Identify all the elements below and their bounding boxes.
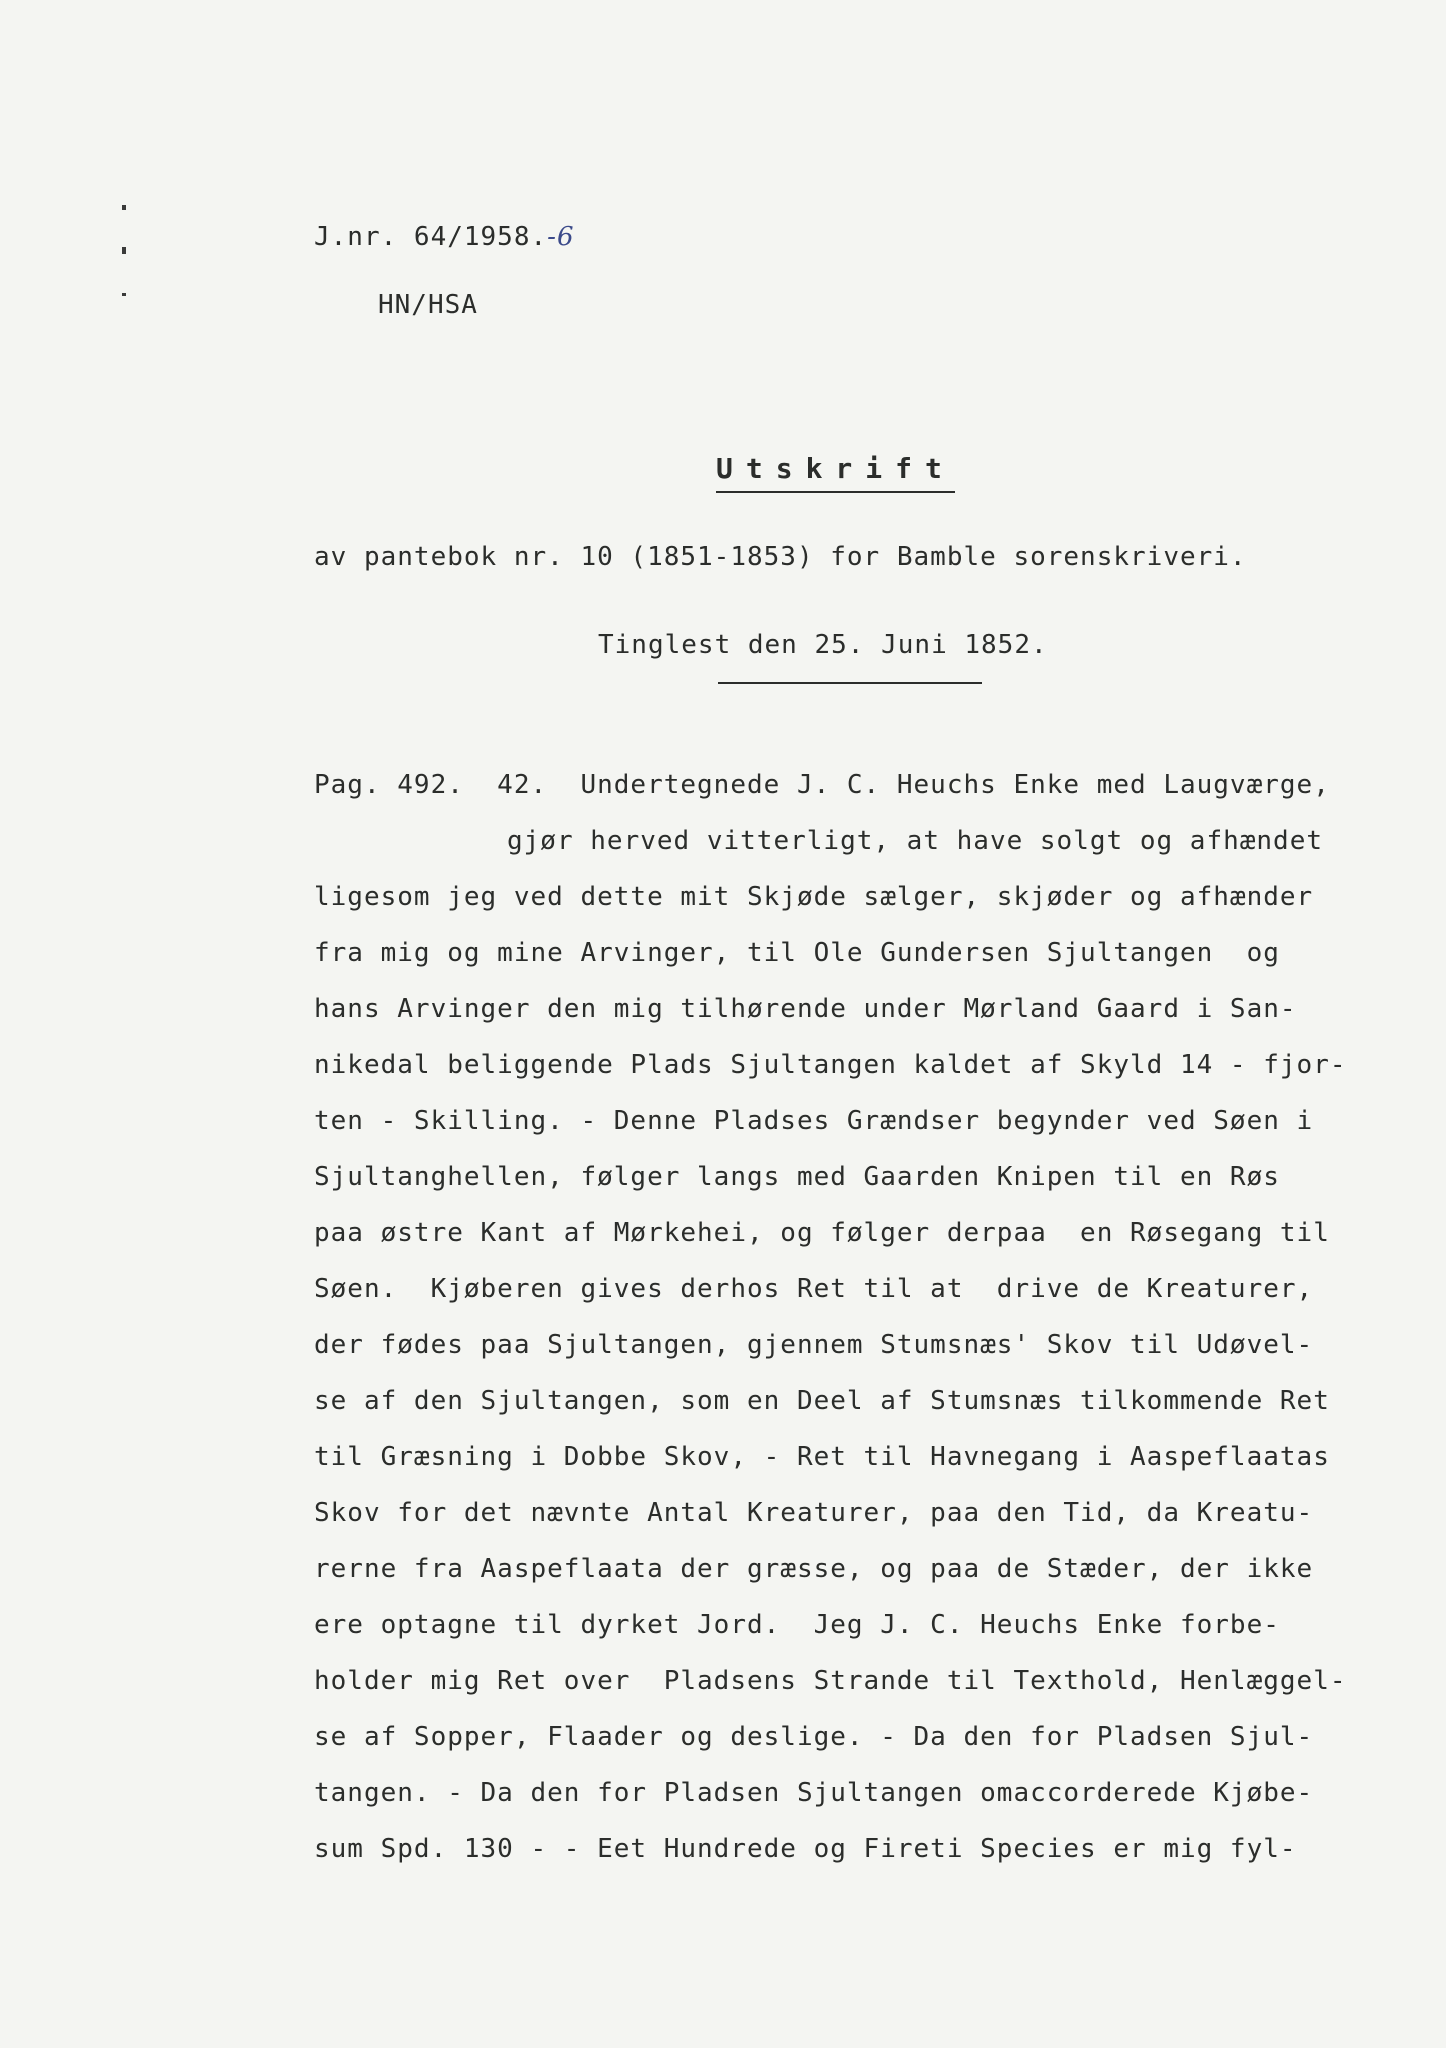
body-line: ere optagne til dyrket Jord. Jeg J. C. Heuchs Enke forbe-: [314, 1610, 1280, 1640]
margin-mark: [122, 205, 126, 210]
body-line: fra mig og mine Arvinger, til Ole Gundersen Sjultangen og: [314, 938, 1280, 968]
body-line: gjør herved vitterligt, at have solgt og afhændet: [507, 826, 1324, 856]
body-line: Søen. Kjøberen gives derhos Ret til at drive de Kreaturer,: [314, 1274, 1314, 1304]
body-line: tangen. - Da den for Pladsen Sjultangen omaccorderede Kjøbe-: [314, 1778, 1314, 1808]
journal-reference: [314, 222, 574, 252]
journal-reference-handwritten: -6: [547, 222, 575, 252]
body-line: Skov for det nævnte Antal Kreaturer, paa den Tid, da Kreatu-: [314, 1498, 1314, 1528]
margin-mark: [122, 247, 126, 254]
subtitle-line-2: Tinglest den 25. Juni 1852.: [598, 630, 1048, 660]
body-line: hans Arvinger den mig tilhørende under Mørland Gaard i San-: [314, 994, 1297, 1024]
body-line: til Græsning i Dobbe Skov, - Ret til Havnegang i Aaspeflaatas: [314, 1442, 1330, 1472]
journal-reference-typed: J.nr. 64/1958.: [314, 222, 548, 252]
document-title: Utskrift: [716, 452, 955, 493]
body-line: ten - Skilling. - Denne Pladses Grændser begynder ved Søen i: [314, 1106, 1314, 1136]
body-line: Sjultanghellen, følger langs med Gaarden Knipen til en Røs: [314, 1162, 1280, 1192]
margin-mark: [122, 293, 126, 296]
body-line: Pag. 492. 42. Undertegnede J. C. Heuchs Enke med Laugværge,: [314, 770, 1330, 800]
body-line: paa østre Kant af Mørkehei, og følger derpaa en Røsegang til: [314, 1218, 1330, 1248]
body-line: nikedal beliggende Plads Sjultangen kaldet af Skyld 14 - fjor-: [314, 1050, 1347, 1080]
body-line: se af den Sjultangen, som en Deel af Stumsnæs tilkommende Ret: [314, 1386, 1330, 1416]
divider-line: [718, 682, 982, 684]
body-line: rerne fra Aaspeflaata der græsse, og paa de Stæder, der ikke: [314, 1554, 1314, 1584]
body-line: se af Sopper, Flaader og deslige. - Da den for Pladsen Sjul-: [314, 1722, 1314, 1752]
initials: HN/HSA: [378, 290, 478, 320]
body-line: holder mig Ret over Pladsens Strande til Texthold, Henlæggel-: [314, 1666, 1347, 1696]
body-line: der fødes paa Sjultangen, gjennem Stumsnæs' Skov til Udøvel-: [314, 1330, 1314, 1360]
body-line: ligesom jeg ved dette mit Skjøde sælger, skjøder og afhænder: [314, 882, 1314, 912]
subtitle-line-1: av pantebok nr. 10 (1851-1853) for Bamble sorenskriveri.: [314, 542, 1247, 572]
body-line: sum Spd. 130 - - Eet Hundrede og Fireti Species er mig fyl-: [314, 1834, 1297, 1864]
